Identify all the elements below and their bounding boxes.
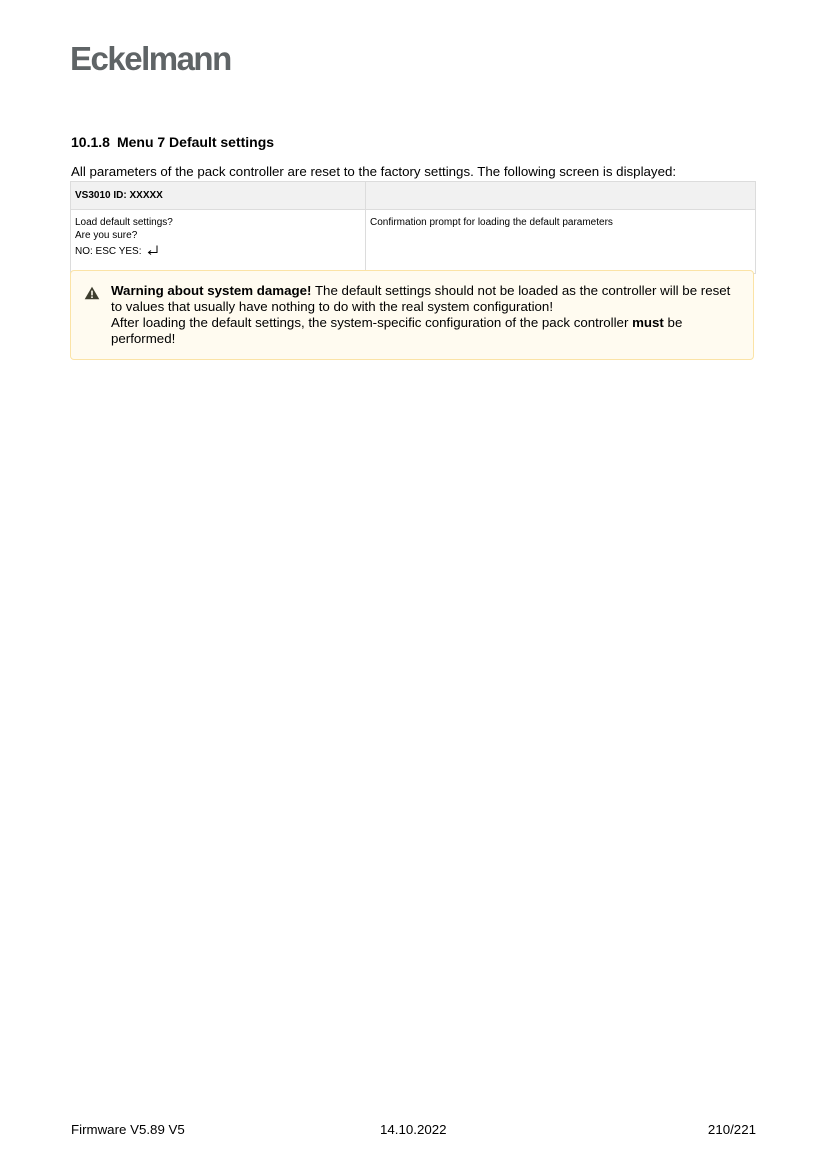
screen-description-cell: Confirmation prompt for loading the default parameters <box>366 210 756 274</box>
footer-page-number: 210/221 <box>707 1122 756 1137</box>
section-heading <box>71 134 274 150</box>
warning-text <box>111 283 741 347</box>
footer-firmware: Firmware V5.89 V5 <box>71 1122 185 1137</box>
warning-text-1: The default settings should not be loaded as the controller will be reset to values that usually have nothing to do with the real system configuration! <box>111 283 731 314</box>
enter-key-icon <box>147 245 159 261</box>
prompt-line-options <box>75 245 361 261</box>
intro-paragraph: All parameters of the pack controller are reset to the factory settings. The following screen is displayed: <box>71 164 677 179</box>
warning-text-2-before: After loading the default settings, the system-specific configuration of the pack controller <box>111 315 633 330</box>
table-row <box>71 210 756 274</box>
table-header-row <box>71 182 756 210</box>
screen-header-empty <box>366 182 756 210</box>
prompt-options-text: NO: ESC YES: <box>75 246 142 257</box>
warning-emphasis-must: must <box>632 315 664 330</box>
screen-prompt-cell <box>71 210 366 274</box>
section-number: 10.1.8 <box>71 134 110 150</box>
warning-box <box>70 270 754 360</box>
footer-date: 14.10.2022 <box>380 1122 447 1137</box>
prompt-line-sure: Are you sure? <box>75 229 138 241</box>
screen-id-header: VS3010 ID: XXXXX <box>71 182 366 210</box>
prompt-line-load: Load default settings? <box>75 217 173 228</box>
warning-title: Warning about system damage! <box>111 283 312 298</box>
screen-display-table <box>70 181 756 274</box>
section-title: Menu 7 Default settings <box>116 134 275 150</box>
warning-text-2-after: be performed! <box>111 315 683 346</box>
warning-triangle-icon <box>84 286 100 305</box>
company-logo: Eckelmann <box>70 40 231 77</box>
